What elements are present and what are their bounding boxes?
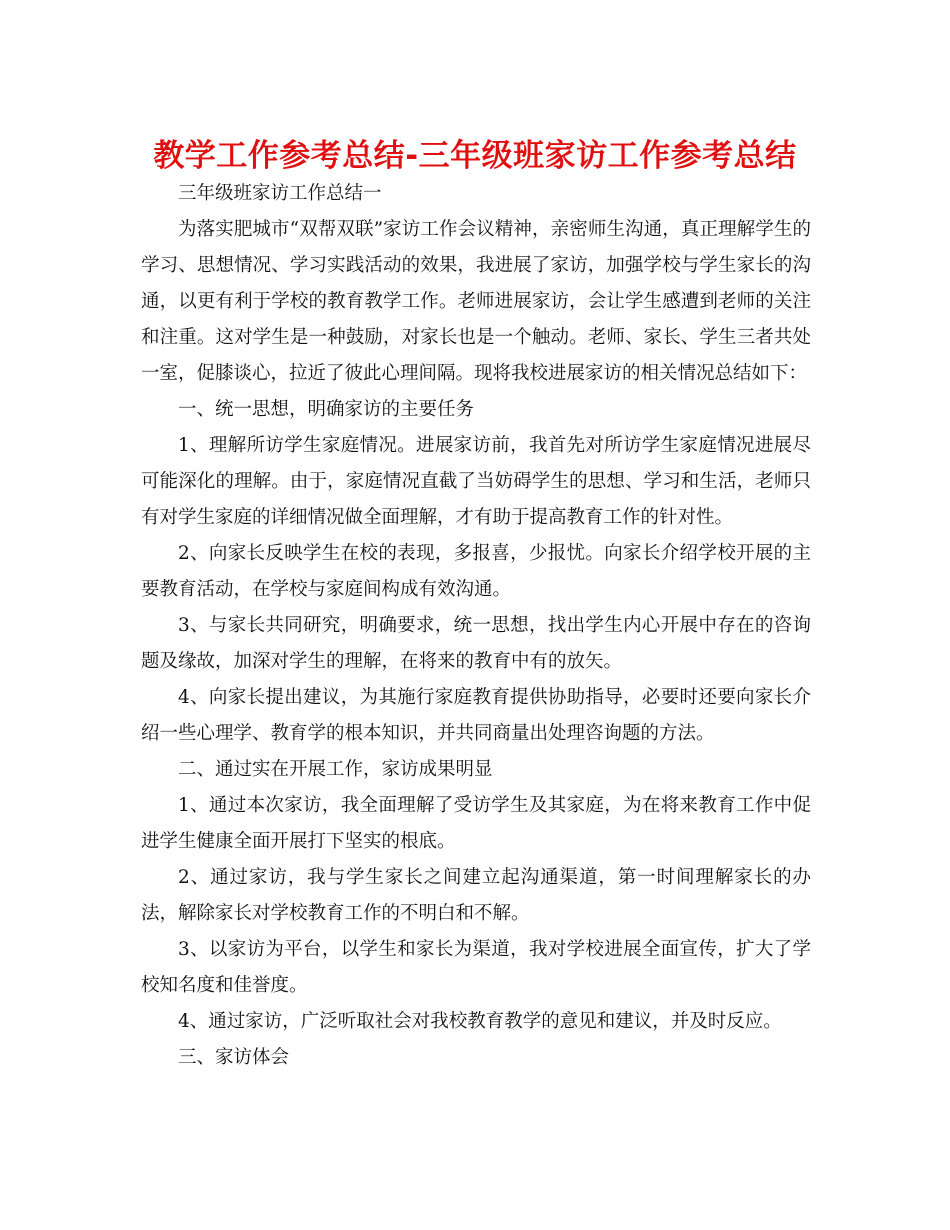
section-heading-2: 二、通过实在开展工作，家访成果明显 — [178, 759, 493, 780]
document-title: 教学工作参考总结-三年级班家访工作参考总结 — [153, 138, 797, 174]
list-item: 1、理解所访学生家庭情况。进展家访前，我首先对所访学生家庭情况进展尽可能深化的理解。由于，家庭情况直截了当妨碍学生的思想、学习和生活，老师只有对学生家庭的详细情况做全面理解，才有助于提高教育工作的针对性。 — [141, 435, 811, 528]
list-item: 1、通过本次家访，我全面理解了受访学生及其家庭，为在将来教育工作中促进学生健康全面开展打下坚实的根底。 — [141, 795, 811, 852]
list-item: 3、以家访为平台，以学生和家长为渠道，我对学校进展全面宣传，扩大了学校知名度和佳誉度。 — [141, 939, 811, 996]
list-item: 4、通过家访，广泛听取社会对我校教育教学的意见和建议，并及时反应。 — [178, 1011, 782, 1032]
document-body — [141, 176, 811, 1076]
section-heading-1: 一、统一思想，明确家访的主要任务 — [178, 399, 475, 420]
intro-paragraph: 为落实肥城市“双帮双联”家访工作会议精神，亲密师生沟通，真正理解学生的学习、思想情况、学习实践活动的效果，我进展了家访，加强学校与学生家长的沟通，以更有利于学校的教育教学工作。老师进展家访，会让学生感遭到老师的关注和注重。这对学生是一种鼓励，对家长也是一个触动。老师、家长、学生三者共处一室，促膝谈心，拉近了彼此心理间隔。现将我校进展家访的相关情况总结如下： — [141, 219, 811, 384]
list-item: 3、与家长共同研究，明确要求，统一思想，找出学生内心开展中存在的咨询题及缘故，加深对学生的理解，在将来的教育中有的放矢。 — [141, 615, 811, 672]
list-item: 2、通过家访，我与学生家长之间建立起沟通渠道，第一时间理解家长的办法，解除家长对学校教育工作的不明白和不解。 — [141, 867, 811, 924]
section-subtitle: 三年级班家访工作总结一 — [178, 183, 382, 204]
list-item: 2、向家长反映学生在校的表现，多报喜，少报忧。向家长介绍学校开展的主要教育活动，在学校与家庭间构成有效沟通。 — [141, 543, 811, 600]
list-item: 4、向家长提出建议，为其施行家庭教育提供协助指导，必要时还要向家长介绍一些心理学、教育学的根本知识，并共同商量出处理咨询题的方法。 — [141, 687, 811, 744]
section-heading-3: 三、家访体会 — [178, 1047, 290, 1068]
